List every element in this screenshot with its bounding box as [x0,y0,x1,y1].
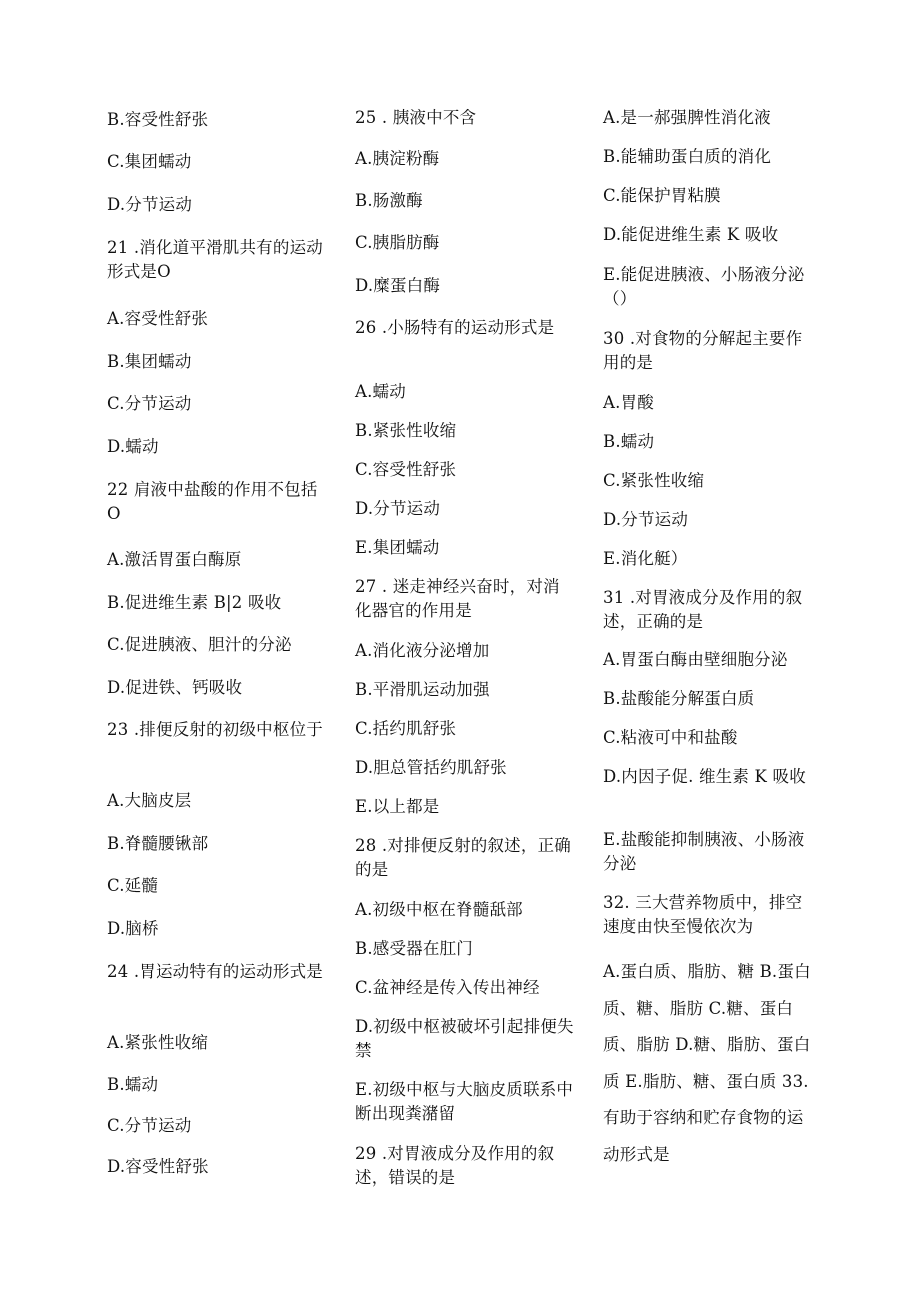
question-text: 28 .对排便反射的叙述，正确的是 [355,836,571,879]
text-line: A.胃酸 [603,393,654,412]
text-line: C.粘液可中和盐酸 [603,728,738,747]
text-line: A.蛋白质、脂肪、糖 B.蛋白质、糖、脂肪 C.糖、蛋白质、脂肪 D.糖、脂肪、蛋白质 E.脂肪、糖、蛋白质 33.有助于容纳和贮存食物的运动形式是 [603,962,811,1164]
text-line: B.促进维生素 B|2 吸收 [107,593,282,612]
text-line: C.盆神经是传入传出神经 [355,978,540,997]
text-line: B.容受性舒张 [107,110,209,129]
text-line: B.紧张性收缩 [355,421,457,440]
question-text: 30 .对食物的分解起主要作用的是 [603,329,803,372]
question-text: 27 . 迷走神经兴奋时，对消化器官的作用是 [355,577,560,620]
question-text: 31 .对胃液成分及作用的叙述，正确的是 [603,588,803,631]
text-line: A.是一郝强脾性消化液 [603,108,771,127]
text-line: B.脊髓腰锹部 [107,834,209,853]
text-line: A.蠕动 [355,382,406,401]
question-text: 29 .对胃液成分及作用的叙述，错误的是 [355,1144,555,1187]
text-line: D.糜蛋白酶 [355,276,441,295]
text-line: A.胃蛋白酶由壁细胞分泌 [603,650,788,669]
text-line: C.能保护胃粘膜 [603,186,721,205]
question-text: 22 肩液中盐酸的作用不包括O [107,480,318,523]
text-line: C.容受性舒张 [355,460,457,479]
text-line: A.初级中枢在脊髓舐部 [355,900,523,919]
text-line: B.肠激酶 [355,191,423,210]
text-line: D.蠕动 [107,437,159,456]
text-line: D.能促进维生素 K 吸收 [603,225,779,244]
text-line: D.促进铁、钙吸收 [107,678,243,697]
text-line: E.初级中枢与大脑皮质联系中断出现粪潴留 [355,1080,574,1123]
text-line: C.括约肌舒张 [355,719,457,738]
question-text: 25 . 胰液中不含 [355,108,477,127]
text-line: D.容受性舒张 [107,1157,209,1176]
question-text: 23 .排便反射的初级中枢位于 [107,720,323,739]
text-line: E.消化艇） [603,549,688,568]
text-line: B.平滑肌运动加强 [355,680,490,699]
question-text: 21 .消化道平滑肌共有的运动形式是O [107,238,323,281]
text-line: B.蠕动 [603,432,655,451]
text-line: B.盐酸能分解蛋白质 [603,689,755,708]
text-line: C.紧张性收缩 [603,471,705,490]
text-line: D.内因子促. 维生素 K 吸收 [603,767,806,786]
text-line: C.促进胰液、胆汁的分泌 [107,635,292,654]
text-line: D.分节运动 [355,499,441,518]
text-line: C.胰脂肪酶 [355,233,440,252]
text-line: B.集团蠕动 [107,352,192,371]
text-line: E.盐酸能抑制胰液、小肠液分泌 [603,830,805,873]
text-line: D.初级中枢被破坏引起排便失禁 [355,1017,574,1060]
text-line: C.分节运动 [107,1116,192,1135]
text-line: A.大脑皮层 [107,791,192,810]
text-line: E.以上都是 [355,797,440,816]
text-line: D.胆总管括约肌舒张 [355,758,507,777]
text-line: A.胰淀粉酶 [355,149,440,168]
text-line: D.脑桥 [107,919,159,938]
text-line: E.能促进胰液、小肠液分泌（） [603,265,805,308]
question-text: 26 .小肠特有的运动形式是 [355,318,555,337]
text-line: A.容受性舒张 [107,309,209,328]
text-line: E.集团蠕动 [355,538,440,557]
question-text: 32. 三大营养物质中，排空速度由快至慢依次为 [603,893,803,936]
text-line: C.分节运动 [107,394,192,413]
question-text: 24 .胃运动特有的运动形式是 [107,962,323,981]
text-line: C.集团蠕动 [107,152,192,171]
text-line: D.分节运动 [603,510,689,529]
text-line: D.分节运动 [107,195,193,214]
text-line: A.紧张性收缩 [107,1033,209,1052]
text-line: A.激活胃蛋白酶原 [107,550,242,569]
text-line: B.能辅助蛋白质的消化 [603,147,772,166]
text-line: B.感受器在肛门 [355,939,473,958]
text-line: C.延髓 [107,876,159,895]
text-line: B.蠕动 [107,1075,159,1094]
text-line: A.消化液分泌增加 [355,641,490,660]
